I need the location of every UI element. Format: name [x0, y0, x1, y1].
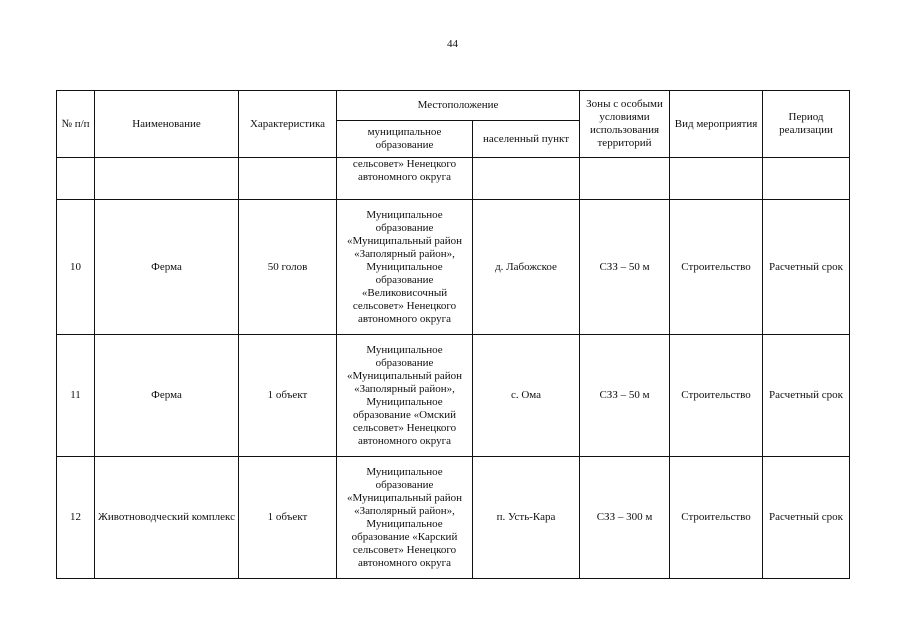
- row-activity: Строительство: [670, 200, 763, 335]
- row-activity: Строительство: [670, 335, 763, 457]
- row-settlement: д. Лабожское: [473, 200, 580, 335]
- continuation-municipal: сельсовет» Ненецкого автономного округа: [337, 158, 473, 200]
- header-activity: Вид мероприятия: [670, 91, 763, 158]
- row-num: 12: [57, 457, 95, 579]
- row-settlement: п. Усть-Кара: [473, 457, 580, 579]
- row-num: 11: [57, 335, 95, 457]
- row-period: Расчетный срок: [763, 200, 850, 335]
- table-row: [57, 457, 850, 579]
- header-characteristic: Характеристика: [239, 91, 337, 158]
- row-characteristic: 50 голов: [239, 200, 337, 335]
- page-number: 44: [447, 38, 458, 50]
- row-municipal: Муниципальное образование «Муниципальный район «Заполярный район», Муниципальное образование «Омский сельсовет» Ненецкого автономного округа: [337, 335, 473, 457]
- row-zone: СЗЗ – 50 м: [580, 335, 670, 457]
- header-period: Период реализации: [763, 91, 850, 158]
- row-characteristic: 1 объект: [239, 335, 337, 457]
- table-row: [57, 335, 850, 457]
- header-municipal: муниципальное образование: [337, 121, 473, 158]
- table-row: [57, 200, 850, 335]
- header-name: Наименование: [95, 91, 239, 158]
- row-period: Расчетный срок: [763, 335, 850, 457]
- row-municipal: Муниципальное образование «Муниципальный район «Заполярный район», Муниципальное образование «Великовисочный сельсовет» Ненецкого автономного округа: [337, 200, 473, 335]
- row-activity: Строительство: [670, 457, 763, 579]
- row-settlement: с. Ома: [473, 335, 580, 457]
- row-name: Животноводческий комплекс: [95, 457, 239, 579]
- header-settlement: населенный пункт: [473, 121, 580, 158]
- row-municipal: Муниципальное образование «Муниципальный район «Заполярный район», Муниципальное образование «Карский сельсовет» Ненецкого автономного округа: [337, 457, 473, 579]
- row-characteristic: 1 объект: [239, 457, 337, 579]
- row-num: 10: [57, 200, 95, 335]
- row-zone: СЗЗ – 300 м: [580, 457, 670, 579]
- header-row: [57, 91, 850, 121]
- header-zones: Зоны с особыми условиями использования территорий: [580, 91, 670, 158]
- objects-table: [56, 90, 850, 579]
- row-name: Ферма: [95, 335, 239, 457]
- row-zone: СЗЗ – 50 м: [580, 200, 670, 335]
- header-num: № п/п: [57, 91, 95, 158]
- header-location: Местоположение: [337, 91, 580, 121]
- row-name: Ферма: [95, 200, 239, 335]
- continuation-row: [57, 158, 850, 200]
- row-period: Расчетный срок: [763, 457, 850, 579]
